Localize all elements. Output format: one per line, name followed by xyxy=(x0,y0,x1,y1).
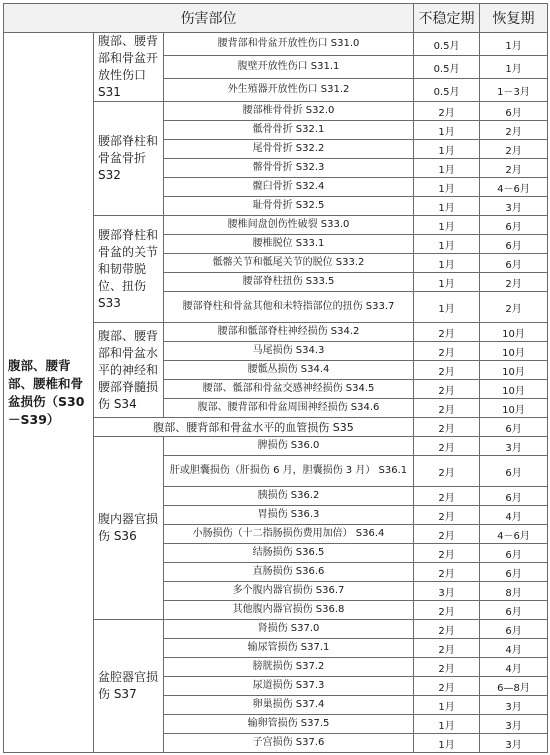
item-name: 输卵管损伤 S37.5 xyxy=(164,715,414,734)
recovery-value: 6月 xyxy=(480,563,548,582)
item-name: 尾骨骨折 S32.2 xyxy=(164,140,414,159)
region-label: 腹部、腰背部、腰椎和骨盆损伤（S30－S39） xyxy=(4,33,94,753)
item-name: 卵巢损伤 S37.4 xyxy=(164,696,414,715)
recovery-value: 1月 xyxy=(480,33,548,56)
recovery-value: 3月 xyxy=(480,734,548,753)
recovery-value: 10月 xyxy=(480,342,548,361)
unstable-value: 2月 xyxy=(414,437,480,456)
unstable-value: 1月 xyxy=(414,159,480,178)
item-name: 多个腹内器官损伤 S36.7 xyxy=(164,582,414,601)
recovery-value: 2月 xyxy=(480,292,548,323)
recovery-value: 4月 xyxy=(480,639,548,658)
item-name: 骶髂关节和骶尾关节的脱位 S33.2 xyxy=(164,254,414,273)
unstable-value: 2月 xyxy=(414,102,480,121)
group-label: 腰部脊柱和骨盆骨折 S32 xyxy=(94,102,164,216)
header-unstable-period: 不稳定期 xyxy=(414,4,480,33)
unstable-value: 2月 xyxy=(414,544,480,563)
item-name: 结肠损伤 S36.5 xyxy=(164,544,414,563)
recovery-value: 10月 xyxy=(480,380,548,399)
unstable-value: 2月 xyxy=(414,399,480,418)
group-label: 腹部、腰背部和骨盆水平的神经和腰部脊髓损伤 S34 xyxy=(94,323,164,418)
unstable-value: 2月 xyxy=(414,525,480,544)
item-name: 髂骨骨折 S32.3 xyxy=(164,159,414,178)
recovery-value: 2月 xyxy=(480,140,548,159)
group-label: 腹部、腰背部和骨盆开放性伤口 S31 xyxy=(94,33,164,102)
unstable-value: 2月 xyxy=(414,418,480,437)
item-name: 腰部脊柱和骨盆其他和未特指部位的扭伤 S33.7 xyxy=(164,292,414,323)
recovery-value: 10月 xyxy=(480,399,548,418)
recovery-value: 6月 xyxy=(480,620,548,639)
unstable-value: 1月 xyxy=(414,140,480,159)
item-name: 腰骶丛损伤 S34.4 xyxy=(164,361,414,380)
unstable-value: 1月 xyxy=(414,197,480,216)
item-name: 子宫损伤 S37.6 xyxy=(164,734,414,753)
unstable-value: 2月 xyxy=(414,456,480,487)
recovery-value: 6—8月 xyxy=(480,677,548,696)
unstable-value: 1月 xyxy=(414,254,480,273)
unstable-value: 0.5月 xyxy=(414,33,480,56)
item-name: 直肠损伤 S36.6 xyxy=(164,563,414,582)
unstable-value: 1月 xyxy=(414,121,480,140)
item-name: 腰部脊柱扭伤 S33.5 xyxy=(164,273,414,292)
header-row xyxy=(4,4,548,33)
recovery-value: 6月 xyxy=(480,235,548,254)
group-label: 腹内器官损伤 S36 xyxy=(94,437,164,620)
item-name: 脾损伤 S36.0 xyxy=(164,437,414,456)
item-name: 胰损伤 S36.2 xyxy=(164,487,414,506)
unstable-value: 2月 xyxy=(414,639,480,658)
item-name: 其他腹内器官损伤 S36.8 xyxy=(164,601,414,620)
recovery-value: 6月 xyxy=(480,456,548,487)
item-name: 腰部、骶部和骨盆交感神经损伤 S34.5 xyxy=(164,380,414,399)
item-name: 腰椎间盘创伤性破裂 S33.0 xyxy=(164,216,414,235)
unstable-value: 3月 xyxy=(414,582,480,601)
item-name: 腰部椎骨骨折 S32.0 xyxy=(164,102,414,121)
unstable-value: 2月 xyxy=(414,380,480,399)
item-name: 膀胱损伤 S37.2 xyxy=(164,658,414,677)
item-name: 腰背部和骨盆开放性伤口 S31.0 xyxy=(164,33,414,56)
item-name: 腰椎脱位 S33.1 xyxy=(164,235,414,254)
item-name: 腰部和骶部脊柱神经损伤 S34.2 xyxy=(164,323,414,342)
unstable-value: 1月 xyxy=(414,216,480,235)
unstable-value: 0.5月 xyxy=(414,79,480,102)
recovery-value: 4－6月 xyxy=(480,178,548,197)
recovery-value: 6月 xyxy=(480,102,548,121)
unstable-value: 1月 xyxy=(414,235,480,254)
unstable-value: 1月 xyxy=(414,715,480,734)
recovery-value: 10月 xyxy=(480,361,548,380)
unstable-value: 1月 xyxy=(414,696,480,715)
recovery-value: 4－6月 xyxy=(480,525,548,544)
recovery-value: 4月 xyxy=(480,658,548,677)
recovery-value: 8月 xyxy=(480,582,548,601)
item-name: 肝或胆囊损伤（肝损伤 6 月，胆囊损伤 3 月） S36.1 xyxy=(164,456,414,487)
recovery-value: 10月 xyxy=(480,323,548,342)
group-label: 盆腔器官损伤 S37 xyxy=(94,620,164,753)
item-name: 耻骨骨折 S32.5 xyxy=(164,197,414,216)
unstable-value: 2月 xyxy=(414,563,480,582)
unstable-value: 2月 xyxy=(414,323,480,342)
recovery-value: 2月 xyxy=(480,273,548,292)
item-name: 尿道损伤 S37.3 xyxy=(164,677,414,696)
header-injury-site: 伤害部位 xyxy=(4,4,414,33)
group-label: 腰部脊柱和骨盆的关节和韧带脱位、扭伤 S33 xyxy=(94,216,164,323)
item-name: 胃损伤 S36.3 xyxy=(164,506,414,525)
table-row xyxy=(4,33,548,56)
unstable-value: 1月 xyxy=(414,273,480,292)
recovery-value: 3月 xyxy=(480,715,548,734)
item-name: 外生殖器开放性伤口 S31.2 xyxy=(164,79,414,102)
item-name: 输尿管损伤 S37.1 xyxy=(164,639,414,658)
unstable-value: 1月 xyxy=(414,292,480,323)
unstable-value: 2月 xyxy=(414,658,480,677)
recovery-value: 4月 xyxy=(480,506,548,525)
recovery-value: 3月 xyxy=(480,197,548,216)
recovery-value: 6月 xyxy=(480,601,548,620)
unstable-value: 2月 xyxy=(414,506,480,525)
recovery-value: 6月 xyxy=(480,544,548,563)
item-name: 腹部、腰背部和骨盆水平的血管损伤 S35 xyxy=(94,418,414,437)
unstable-value: 2月 xyxy=(414,601,480,620)
recovery-value: 1月 xyxy=(480,56,548,79)
injury-table xyxy=(3,3,548,753)
unstable-value: 1月 xyxy=(414,734,480,753)
item-name: 骶骨骨折 S32.1 xyxy=(164,121,414,140)
unstable-value: 2月 xyxy=(414,487,480,506)
item-name: 腹部、腰背部和骨盆周围神经损伤 S34.6 xyxy=(164,399,414,418)
recovery-value: 2月 xyxy=(480,159,548,178)
unstable-value: 2月 xyxy=(414,361,480,380)
recovery-value: 6月 xyxy=(480,418,548,437)
recovery-value: 3月 xyxy=(480,437,548,456)
item-name: 肾损伤 S37.0 xyxy=(164,620,414,639)
unstable-value: 2月 xyxy=(414,677,480,696)
recovery-value: 1－3月 xyxy=(480,79,548,102)
item-name: 腹壁开放性伤口 S31.1 xyxy=(164,56,414,79)
unstable-value: 1月 xyxy=(414,178,480,197)
unstable-value: 0.5月 xyxy=(414,56,480,79)
recovery-value: 6月 xyxy=(480,216,548,235)
recovery-value: 3月 xyxy=(480,696,548,715)
item-name: 髋臼骨折 S32.4 xyxy=(164,178,414,197)
item-name: 马尾损伤 S34.3 xyxy=(164,342,414,361)
header-recovery-period: 恢复期 xyxy=(480,4,548,33)
recovery-value: 6月 xyxy=(480,254,548,273)
recovery-value: 2月 xyxy=(480,121,548,140)
unstable-value: 2月 xyxy=(414,620,480,639)
recovery-value: 6月 xyxy=(480,487,548,506)
item-name: 小肠损伤（十二指肠损伤费用加倍） S36.4 xyxy=(164,525,414,544)
unstable-value: 2月 xyxy=(414,342,480,361)
